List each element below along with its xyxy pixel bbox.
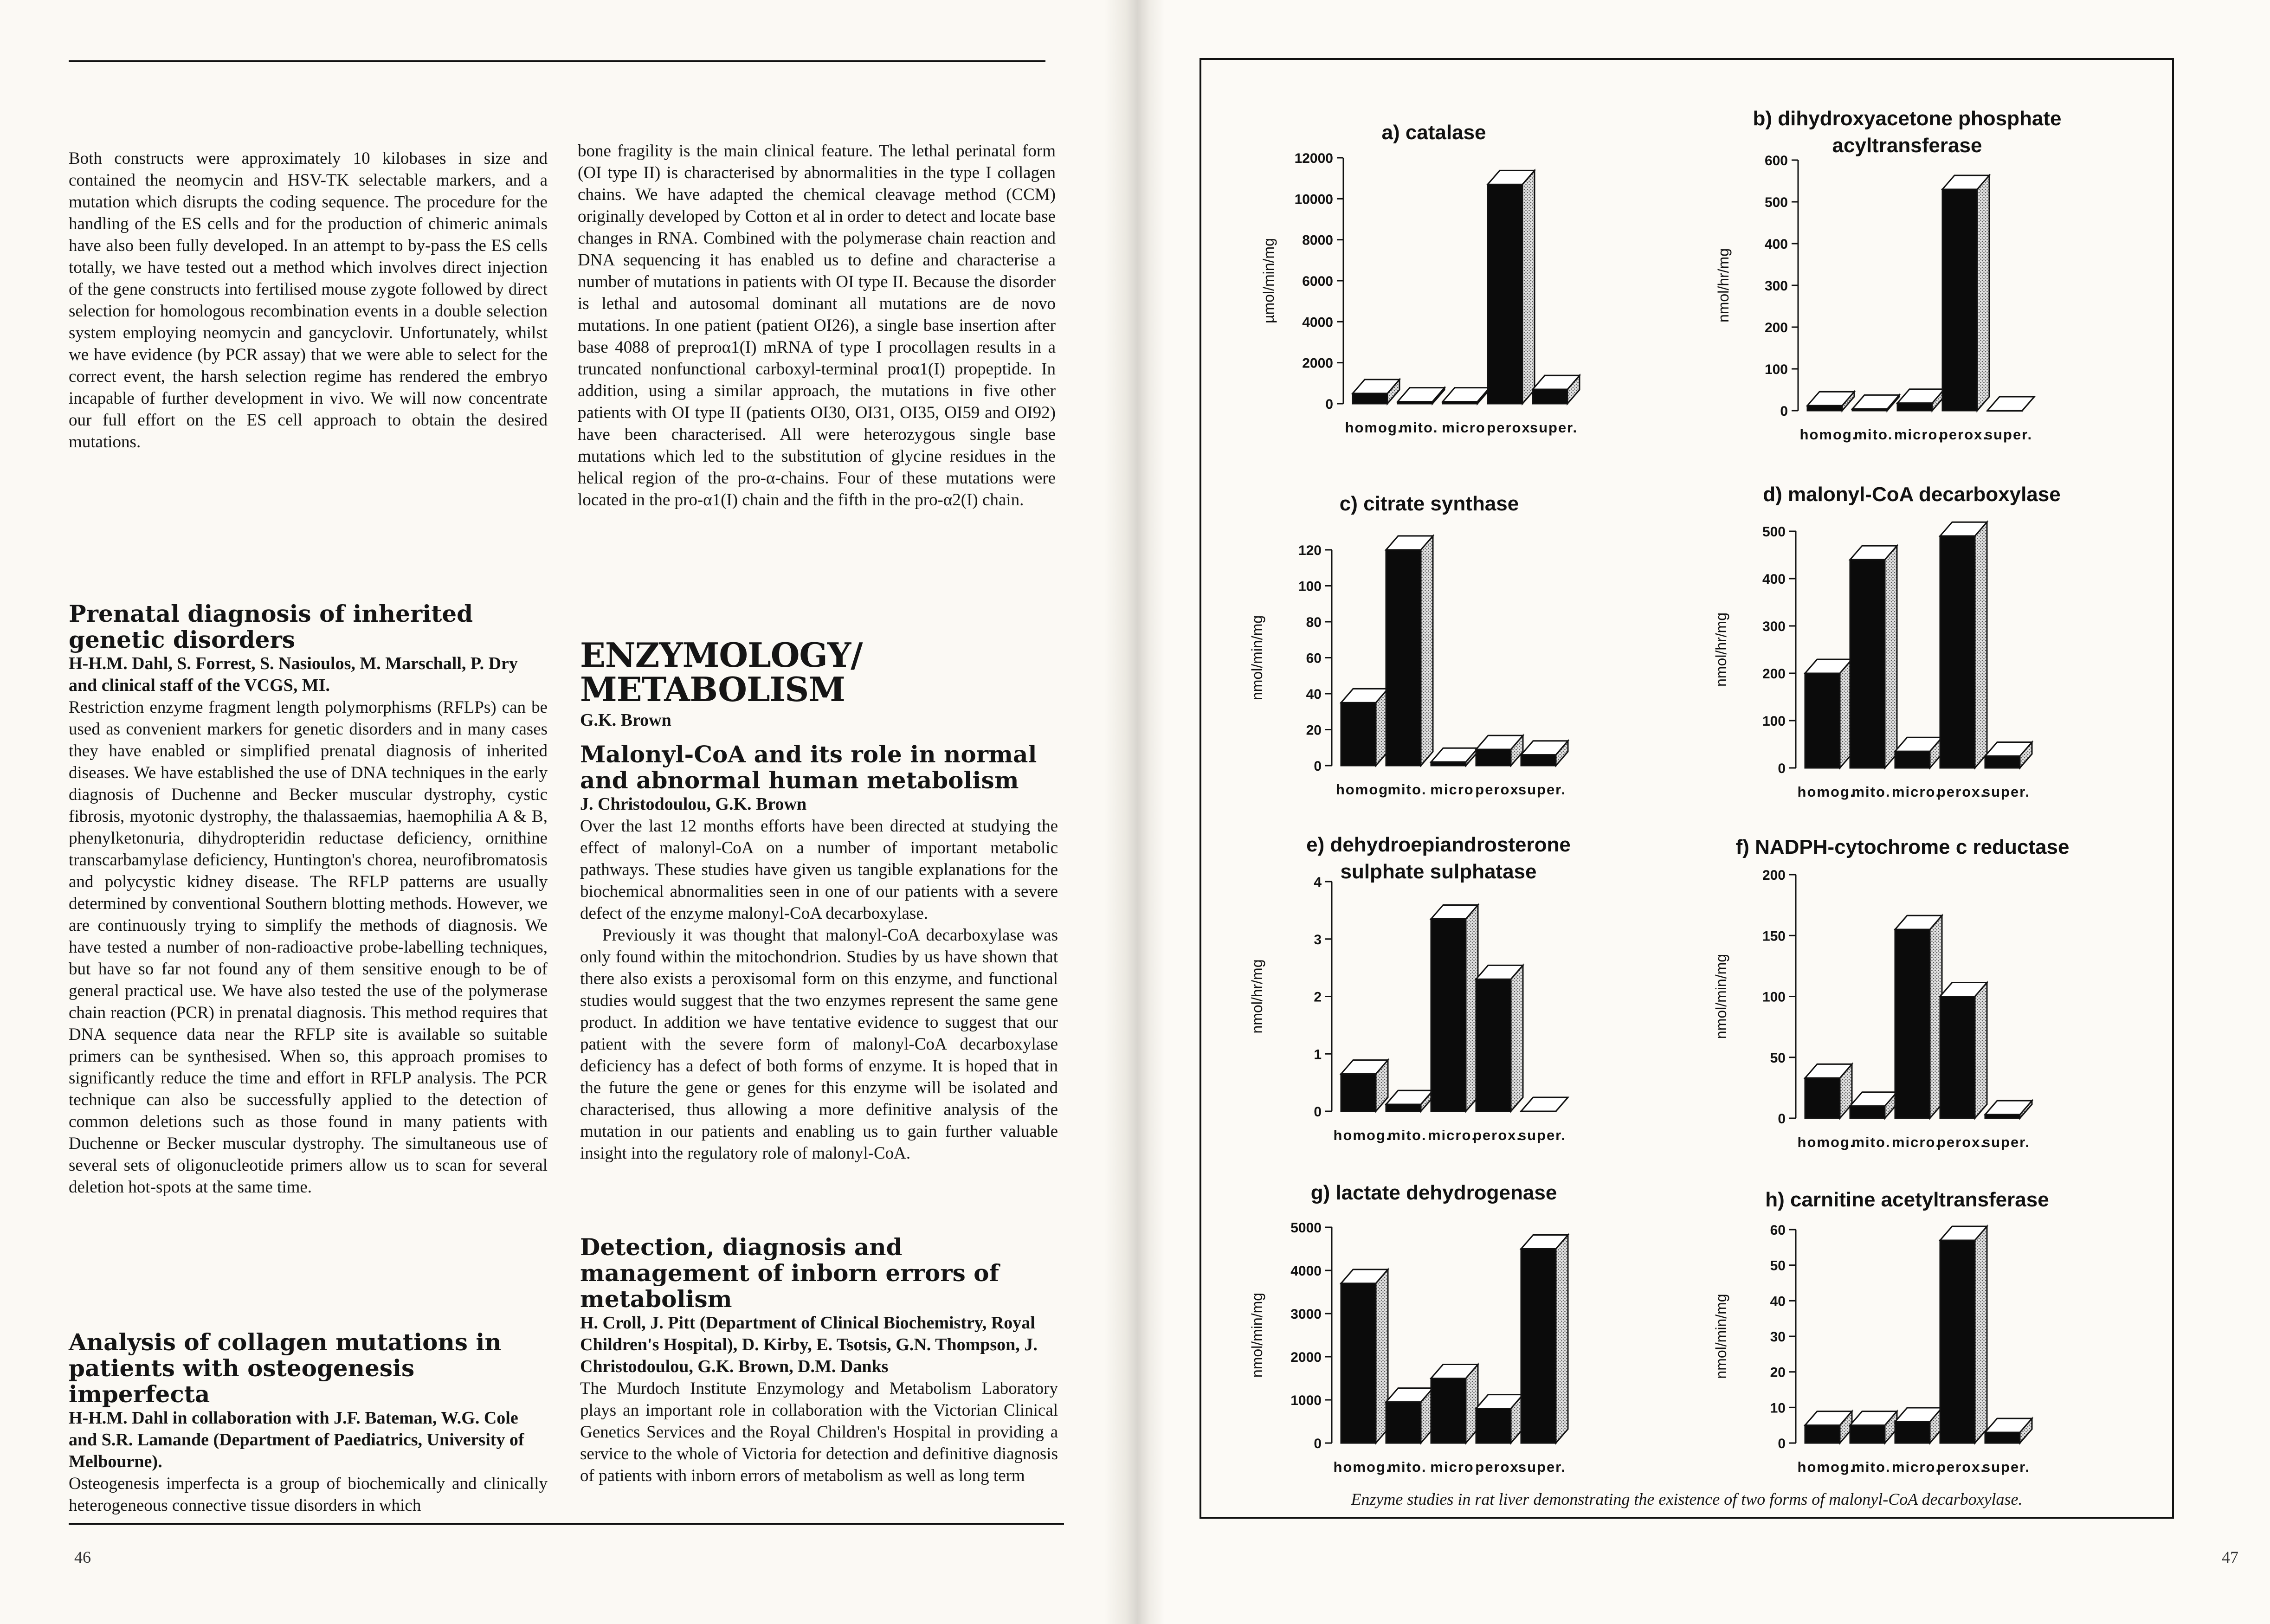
y-tick-label: 3 — [1314, 932, 1322, 947]
y-tick-label: 400 — [1762, 572, 1786, 587]
detection-authors: H. Croll, J. Pitt (Department of Clinical Biochemistry, Royal Children's Hospital), D. Kirby, E. Tsotsis, G.N. Thompson, J. Christodoulou, G.K. Brown, D.M. Danks — [580, 1313, 1038, 1376]
y-tick-label: 300 — [1764, 278, 1788, 294]
bar-front — [1940, 536, 1975, 768]
y-tick-label: 0 — [1778, 761, 1786, 776]
bar — [1353, 380, 1399, 404]
y-tick-label: 120 — [1298, 543, 1322, 558]
y-tick-label: 100 — [1298, 579, 1322, 594]
chart-title: b) dihydroxyacetone phosphate — [1753, 107, 2062, 130]
bar — [1897, 389, 1944, 411]
bar-front — [1341, 1283, 1376, 1443]
bar-top — [1852, 395, 1899, 409]
chart-4 — [1713, 483, 2061, 800]
bar-front — [1386, 550, 1421, 766]
chart-title: g) lactate dehydrogenase — [1310, 1181, 1557, 1204]
bar — [1850, 1411, 1897, 1443]
chart-1 — [1260, 121, 1580, 436]
y-tick-label: 500 — [1762, 524, 1786, 540]
x-tick-label: homog. — [1797, 784, 1855, 800]
x-tick-label: mito. — [1854, 426, 1893, 443]
y-tick-label: 0 — [1325, 397, 1333, 412]
y-tick-label: 8000 — [1302, 232, 1333, 248]
bar-front — [1985, 756, 2020, 768]
x-tick-label: perox. — [1936, 784, 1986, 800]
bar — [1341, 1060, 1388, 1111]
x-tick-label: mito. — [1851, 1134, 1891, 1150]
bar-front — [1940, 1240, 1975, 1443]
y-tick-label: 100 — [1764, 362, 1788, 377]
x-tick-label: mito. — [1851, 1459, 1891, 1475]
bar-top — [1987, 397, 2034, 411]
bar-side — [1975, 1226, 1987, 1443]
bar-top — [1521, 1097, 1568, 1111]
bar-front — [1521, 1111, 1556, 1112]
y-tick-label: 200 — [1762, 868, 1786, 883]
malonyl-paragraph-2: Previously it was thought that malonyl-CoA decarboxylase was only found within the mitochondrion. Studies by us have shown that there also exists a peroxisomal form on this enzyme, and functional studies would suggest that the two enzymes represent the same gene product. In addition we have tentative evidence to suggest that our patient with the severe form of malonyl-CoA decarboxylase deficiency has a defect of both forms of enzyme. It is hoped that in the future the gene or genes for this enzyme will be isolated and characterised, thus allowing a more definitive analysis of the mutation in our patients and enabling us to gain further valuable insight into the regulatory role of malonyl-CoA. — [580, 926, 1058, 1163]
y-tick-label: 300 — [1762, 619, 1786, 634]
bar — [1521, 1097, 1568, 1112]
x-tick-label: homog — [1335, 781, 1389, 798]
bar-front — [1386, 1402, 1421, 1443]
bar — [1443, 388, 1490, 404]
y-tick-label: 40 — [1770, 1294, 1786, 1309]
x-tick-label: perox — [1475, 781, 1519, 798]
collagen-continued-text: bone fragility is the main clinical feature. The lethal perinatal form (OI type II) is characterised by abnormalities in the type I collagen chains. We have adapted the chemical cleavage method (CCM) originally developed by Cotton et al in order to detect and locate base changes in RNA. Combined with the polymerase chain reaction and DNA sequencing it has enabled us to define and characterise a number of mutations in patients with OI type II. Because the disorder is lethal and autosomal dominant all mutations are de novo mutations. In one patient (patient OI26), a single base insertion after base 4088 of preproα1(I) mRNA of type I procollagen results in a truncated nonfunctional carboxyl-terminal proα1(I) propeptide. In addition, using a similar approach, the mutations in five other patients with OI type II (patients OI30, OI31, OI35, OI59 and OI92) have been characterised. All were heterozygous single base mutations which led to the substitution of glycine residues in the helical region of the pro-α-chains. Four of these mutations were located in the pro-α1(I) chain and the fifth in the pro-α2(I) chain. — [578, 142, 1056, 509]
bar — [1895, 737, 1942, 768]
x-tick-label: perox. — [1936, 1459, 1986, 1475]
bar-front — [1850, 1106, 1885, 1118]
x-tick-label: micro — [1430, 781, 1474, 798]
bar-front — [1895, 1422, 1930, 1443]
bar — [1850, 1092, 1897, 1118]
bar — [1431, 748, 1478, 766]
y-tick-label: 0 — [1780, 404, 1788, 419]
x-tick-label: super. — [1518, 1127, 1567, 1143]
y-tick-label: 60 — [1306, 651, 1322, 666]
bar — [1386, 1388, 1433, 1443]
x-tick-label: perox. — [1939, 426, 1988, 443]
bar — [1431, 905, 1478, 1111]
chart-8 — [1713, 1188, 2049, 1475]
bar — [1807, 392, 1854, 411]
bar-front — [1850, 1425, 1885, 1443]
y-tick-label: 4000 — [1290, 1263, 1322, 1279]
x-tick-label: micro — [1430, 1459, 1474, 1475]
y-axis-label: nmol/min/mg — [1249, 1292, 1265, 1378]
bar-side — [1556, 1235, 1568, 1444]
x-tick-label: perox. — [1936, 1134, 1986, 1150]
x-tick-label: micro. — [1891, 1459, 1941, 1475]
chart-title: a) catalase — [1381, 121, 1486, 144]
y-axis-label: nmol/hr/mg — [1713, 612, 1729, 687]
bar — [1521, 1235, 1568, 1444]
y-tick-label: 0 — [1778, 1111, 1786, 1127]
bar-front — [1341, 1074, 1376, 1111]
bar — [1341, 1270, 1388, 1443]
bar — [1398, 388, 1445, 404]
x-tick-label: super. — [1982, 1134, 2031, 1150]
bar-front — [1852, 409, 1887, 411]
chart-title: sulphate sulphatase — [1340, 860, 1537, 883]
chart-5 — [1249, 833, 1571, 1143]
bar-side — [1975, 983, 1987, 1119]
y-tick-label: 50 — [1770, 1050, 1786, 1066]
detection-body: The Murdoch Institute Enzymology and Metabolism Laboratory plays an important role in collaboration with the Victorian Clinical Genetics Services and the Royal Children's Hospital in providing a service to the whole of Victoria for detection and definitive diagnosis of patients with inborn errors of metabolism as well as long term — [580, 1379, 1058, 1485]
y-tick-label: 600 — [1764, 153, 1788, 168]
figure-caption: Enzyme studies in rat liver demonstrating the existence of two forms of malonyl-CoA decarboxylase. — [1351, 1490, 2023, 1508]
bar — [1805, 1411, 1852, 1443]
y-tick-label: 80 — [1306, 615, 1322, 630]
bar-front — [1521, 1249, 1556, 1444]
bar-front — [1940, 997, 1975, 1119]
bar — [1940, 983, 1987, 1119]
bar — [1521, 741, 1568, 766]
bar-front — [1805, 1078, 1840, 1118]
bar-top — [1398, 388, 1445, 402]
y-tick-label: 500 — [1764, 195, 1788, 210]
bar — [1476, 965, 1523, 1111]
bar — [1805, 1064, 1852, 1118]
x-tick-label: micro. — [1891, 784, 1941, 800]
bar — [1850, 546, 1897, 768]
chart-6 — [1713, 836, 2069, 1150]
x-tick-label: super. — [1982, 784, 2031, 800]
x-tick-label: mito. — [1387, 1459, 1427, 1475]
bar — [1476, 1395, 1523, 1443]
bar — [1942, 175, 1989, 411]
y-tick-label: 30 — [1770, 1329, 1786, 1345]
y-axis-label: nmol/min/mg — [1249, 615, 1265, 701]
bar — [1985, 1418, 2032, 1443]
x-tick-label: mito. — [1851, 784, 1891, 800]
y-tick-label: 0 — [1314, 1104, 1322, 1120]
y-tick-label: 400 — [1764, 237, 1788, 252]
bar-front — [1476, 979, 1511, 1111]
bar-front — [1805, 1425, 1840, 1443]
y-tick-label: 20 — [1306, 722, 1322, 738]
y-tick-label: 50 — [1770, 1258, 1786, 1274]
y-tick-label: 60 — [1770, 1223, 1786, 1238]
y-tick-label: 10000 — [1294, 192, 1333, 207]
bar-front — [1533, 389, 1567, 404]
bar-side — [1421, 536, 1433, 766]
y-tick-label: 4 — [1314, 875, 1322, 890]
y-tick-label: 2 — [1314, 989, 1322, 1005]
chart-title: c) citrate synthase — [1339, 492, 1519, 515]
collagen-body: Osteogenesis imperfecta is a group of biochemically and clinically heterogeneous connective tissue disorders in which — [69, 1474, 548, 1515]
y-tick-label: 100 — [1762, 989, 1786, 1005]
bar-front — [1443, 402, 1477, 404]
bar — [1852, 395, 1899, 411]
bar-front — [1521, 755, 1556, 766]
bar-front — [1476, 749, 1511, 766]
x-tick-label: micro. — [1894, 426, 1943, 443]
bar — [1985, 1101, 2032, 1118]
bar — [1488, 170, 1535, 404]
collagen-authors: H-H.M. Dahl in collaboration with J.F. Bateman, W.G. Cole and S.R. Lamande (Department of Paediatrics, University of Melbourne). — [69, 1408, 524, 1471]
prenatal-body: Restriction enzyme fragment length polymorphisms (RFLPs) can be used as convenient markers for genetic disorders and in many cases they have enabled or simplified prenatal diagnosis of inherited diseases. We have established the use of DNA techniques in the early diagnosis of Duchenne and Becker muscular dystrophy, cystic fibrosis, myotonic dystrophy, the thalassaemias, haemophilia A & B, phenylketonuria, dihydropteridin reductase deficiency, ornithine transcarbamylase deficiency, Huntington's chorea, neurofibromatosis and polycystic kidney disease. The RFLP patterns are usually determined by conventional Southern blotting methods. However, we are continuously trying to simplify the methods of diagnosis. We have tested a number of non-radioactive probe-labelling techniques, but have so far not found any of them sensitive enough to be of general practical use. We have also tested the use of the polymerase chain reaction (PCR) in prenatal diagnosis. This method requires that DNA sequence data near the RFLP site is available so suitable primers can be synthesised. When so, this approach promises to significantly reduce the time and effort in RFLP analysis. The PCR technique can also be successfully applied to the detection of common deletions such as those found in many patients with Duchenne or Becker muscular dystrophy. The simultaneous use of several sets of oligonucleotide primers allow us to scan for several deletion hot-spots at the same time. — [69, 698, 548, 1197]
x-tick-label: homog. — [1345, 419, 1403, 436]
prenatal-authors: H-H.M. Dahl, S. Forrest, S. Nasioulos, M. Marschall, P. Dry and clinical staff of the VCGS, MI. — [69, 654, 518, 695]
y-tick-label: 200 — [1764, 320, 1788, 335]
y-axis-label: nmol/hr/mg — [1249, 959, 1265, 1034]
bar-side — [1975, 522, 1987, 768]
x-tick-label: mito. — [1387, 781, 1427, 798]
bar-front — [1985, 1432, 2020, 1443]
y-tick-label: 100 — [1762, 714, 1786, 729]
x-tick-label: super. — [1518, 781, 1567, 798]
bar — [1940, 1226, 1987, 1443]
bar — [1386, 536, 1433, 766]
y-tick-label: 3000 — [1290, 1307, 1322, 1322]
bar — [1985, 742, 2032, 768]
y-tick-label: 40 — [1306, 687, 1322, 702]
collagen-heading: Analysis of collagen mutations in patients with osteogenesis imperfecta — [69, 1328, 502, 1408]
bar-front — [1897, 403, 1932, 411]
y-tick-label: 2000 — [1302, 355, 1333, 371]
bar-front — [1341, 702, 1376, 766]
chart-title: acyltransferase — [1832, 134, 1982, 157]
bar — [1987, 397, 2034, 411]
x-tick-label: homog. — [1799, 426, 1857, 443]
bar-front — [1431, 919, 1466, 1111]
y-axis-label: µmol/min/mg — [1260, 238, 1277, 323]
bar-front — [1488, 184, 1522, 404]
bar-front — [1895, 751, 1930, 768]
y-tick-label: 0 — [1314, 759, 1322, 774]
y-tick-label: 4000 — [1302, 315, 1333, 330]
y-tick-label: 150 — [1762, 928, 1786, 944]
x-tick-label: micro — [1442, 419, 1486, 436]
chart-title: f) NADPH-cytochrome c reductase — [1735, 836, 2070, 858]
x-tick-label: perox. — [1472, 1127, 1522, 1143]
bar-top — [1443, 388, 1490, 402]
chart-2 — [1715, 107, 2061, 443]
bar-front — [1431, 762, 1466, 766]
bar — [1805, 659, 1852, 768]
x-tick-label: super. — [1518, 1459, 1567, 1475]
chart-title: h) carnitine acetyltransferase — [1765, 1188, 2049, 1211]
y-tick-label: 2000 — [1290, 1350, 1322, 1365]
y-tick-label: 12000 — [1294, 151, 1333, 166]
x-tick-label: super. — [1984, 426, 2033, 443]
bar — [1940, 522, 1987, 768]
x-tick-label: super. — [1982, 1459, 2031, 1475]
bar-front — [1850, 560, 1885, 768]
y-tick-label: 0 — [1778, 1436, 1786, 1451]
bar-side — [1885, 546, 1897, 768]
chart-7 — [1249, 1181, 1568, 1475]
bar-front — [1807, 406, 1842, 411]
x-tick-label: homog. — [1797, 1134, 1855, 1150]
bar-front — [1805, 673, 1840, 768]
x-tick-label: mito. — [1399, 419, 1438, 436]
malonyl-paragraph-1: Over the last 12 months efforts have been directed at studying the effect of malonyl-CoA on a number of important metabolic pathways. These studies have given us tangible explanations for the biochemical abnormalities seen in one of our patients with a severe defect of the enzyme malonyl-CoA decarboxylase. — [580, 817, 1058, 923]
bar-front — [1386, 1104, 1421, 1111]
x-tick-label: super. — [1529, 419, 1578, 436]
intro-paragraph: Both constructs were approximately 10 kilobases in size and contained the neomycin and HSV-TK selectable markers, and a mutation which disrupts the coding sequence. The procedure for the handling of the ES cells and for the production of chimeric animals have also been fully developed. In an attempt to by-pass the ES cells totally, we have tested out a method which involves direct injection of the gene constructs into fertilised mouse zygote followed by direct selection for homologous recombination events in a double selection system employing neomycin and gancyclovir. Unfortunately, whilst we have evidence (by PCR assay) that we were able to select for the correct event, the harsh selection regime has rendered the embryo incapable of further development in vivo. We will now concentrate our full effort on the ES cell approach to obtain the desired mutations. — [69, 149, 548, 451]
chart-title: e) dehydroepiandrosterone — [1306, 833, 1571, 856]
x-tick-label: perox — [1487, 419, 1531, 436]
bar-front — [1895, 929, 1930, 1118]
y-tick-label: 10 — [1770, 1400, 1786, 1416]
bar-front — [1985, 1115, 2020, 1118]
page-number-left: 46 — [74, 1548, 91, 1566]
y-tick-label: 5000 — [1290, 1220, 1322, 1236]
bar — [1476, 735, 1523, 766]
malonyl-authors: J. Christodoulou, G.K. Brown — [580, 794, 807, 814]
x-tick-label: mito. — [1387, 1127, 1427, 1143]
bar-front — [1398, 402, 1432, 404]
y-tick-label: 20 — [1770, 1365, 1786, 1380]
malonyl-heading: Malonyl-CoA and its role in normal and abnormal human metabolism — [580, 741, 1037, 794]
bar — [1431, 1365, 1478, 1444]
x-tick-label: homog. — [1797, 1459, 1855, 1475]
detection-heading: Detection, diagnosis and management of inborn errors of metabolism — [580, 1233, 1000, 1313]
bar-front — [1942, 189, 1977, 411]
chart-3 — [1249, 492, 1568, 798]
chart-title: d) malonyl-CoA decarboxylase — [1763, 483, 2061, 506]
prenatal-heading: Prenatal diagnosis of inherited genetic disorders — [69, 600, 473, 653]
x-tick-label: perox — [1475, 1459, 1519, 1475]
y-tick-label: 1 — [1314, 1047, 1322, 1063]
page-number-right: 47 — [2222, 1548, 2238, 1566]
bar-front — [1476, 1409, 1511, 1443]
y-axis-label: nmol/min/mg — [1713, 954, 1729, 1039]
bar — [1533, 375, 1580, 404]
x-tick-label: micro. — [1891, 1134, 1941, 1150]
bar-side — [1511, 965, 1523, 1111]
section-author: G.K. Brown — [580, 710, 671, 730]
x-tick-label: homog. — [1333, 1459, 1391, 1475]
y-tick-label: 0 — [1314, 1436, 1322, 1451]
bar — [1895, 1408, 1942, 1443]
x-tick-label: micro. — [1427, 1127, 1477, 1143]
bar — [1386, 1090, 1433, 1111]
x-tick-label: homog. — [1333, 1127, 1391, 1143]
y-axis-label: nmol/min/mg — [1713, 1294, 1729, 1379]
y-tick-label: 1000 — [1290, 1393, 1322, 1408]
y-tick-label: 6000 — [1302, 274, 1333, 289]
bar — [1341, 689, 1388, 766]
section-heading: ENZYMOLOGY/ METABOLISM — [580, 635, 863, 709]
bar — [1895, 915, 1942, 1118]
bar-side — [1522, 170, 1535, 404]
bar-side — [1977, 175, 1989, 411]
y-tick-label: 200 — [1762, 666, 1786, 682]
y-axis-label: nmol/hr/mg — [1715, 248, 1732, 323]
bar-front — [1431, 1379, 1466, 1444]
bar-front — [1353, 393, 1387, 404]
